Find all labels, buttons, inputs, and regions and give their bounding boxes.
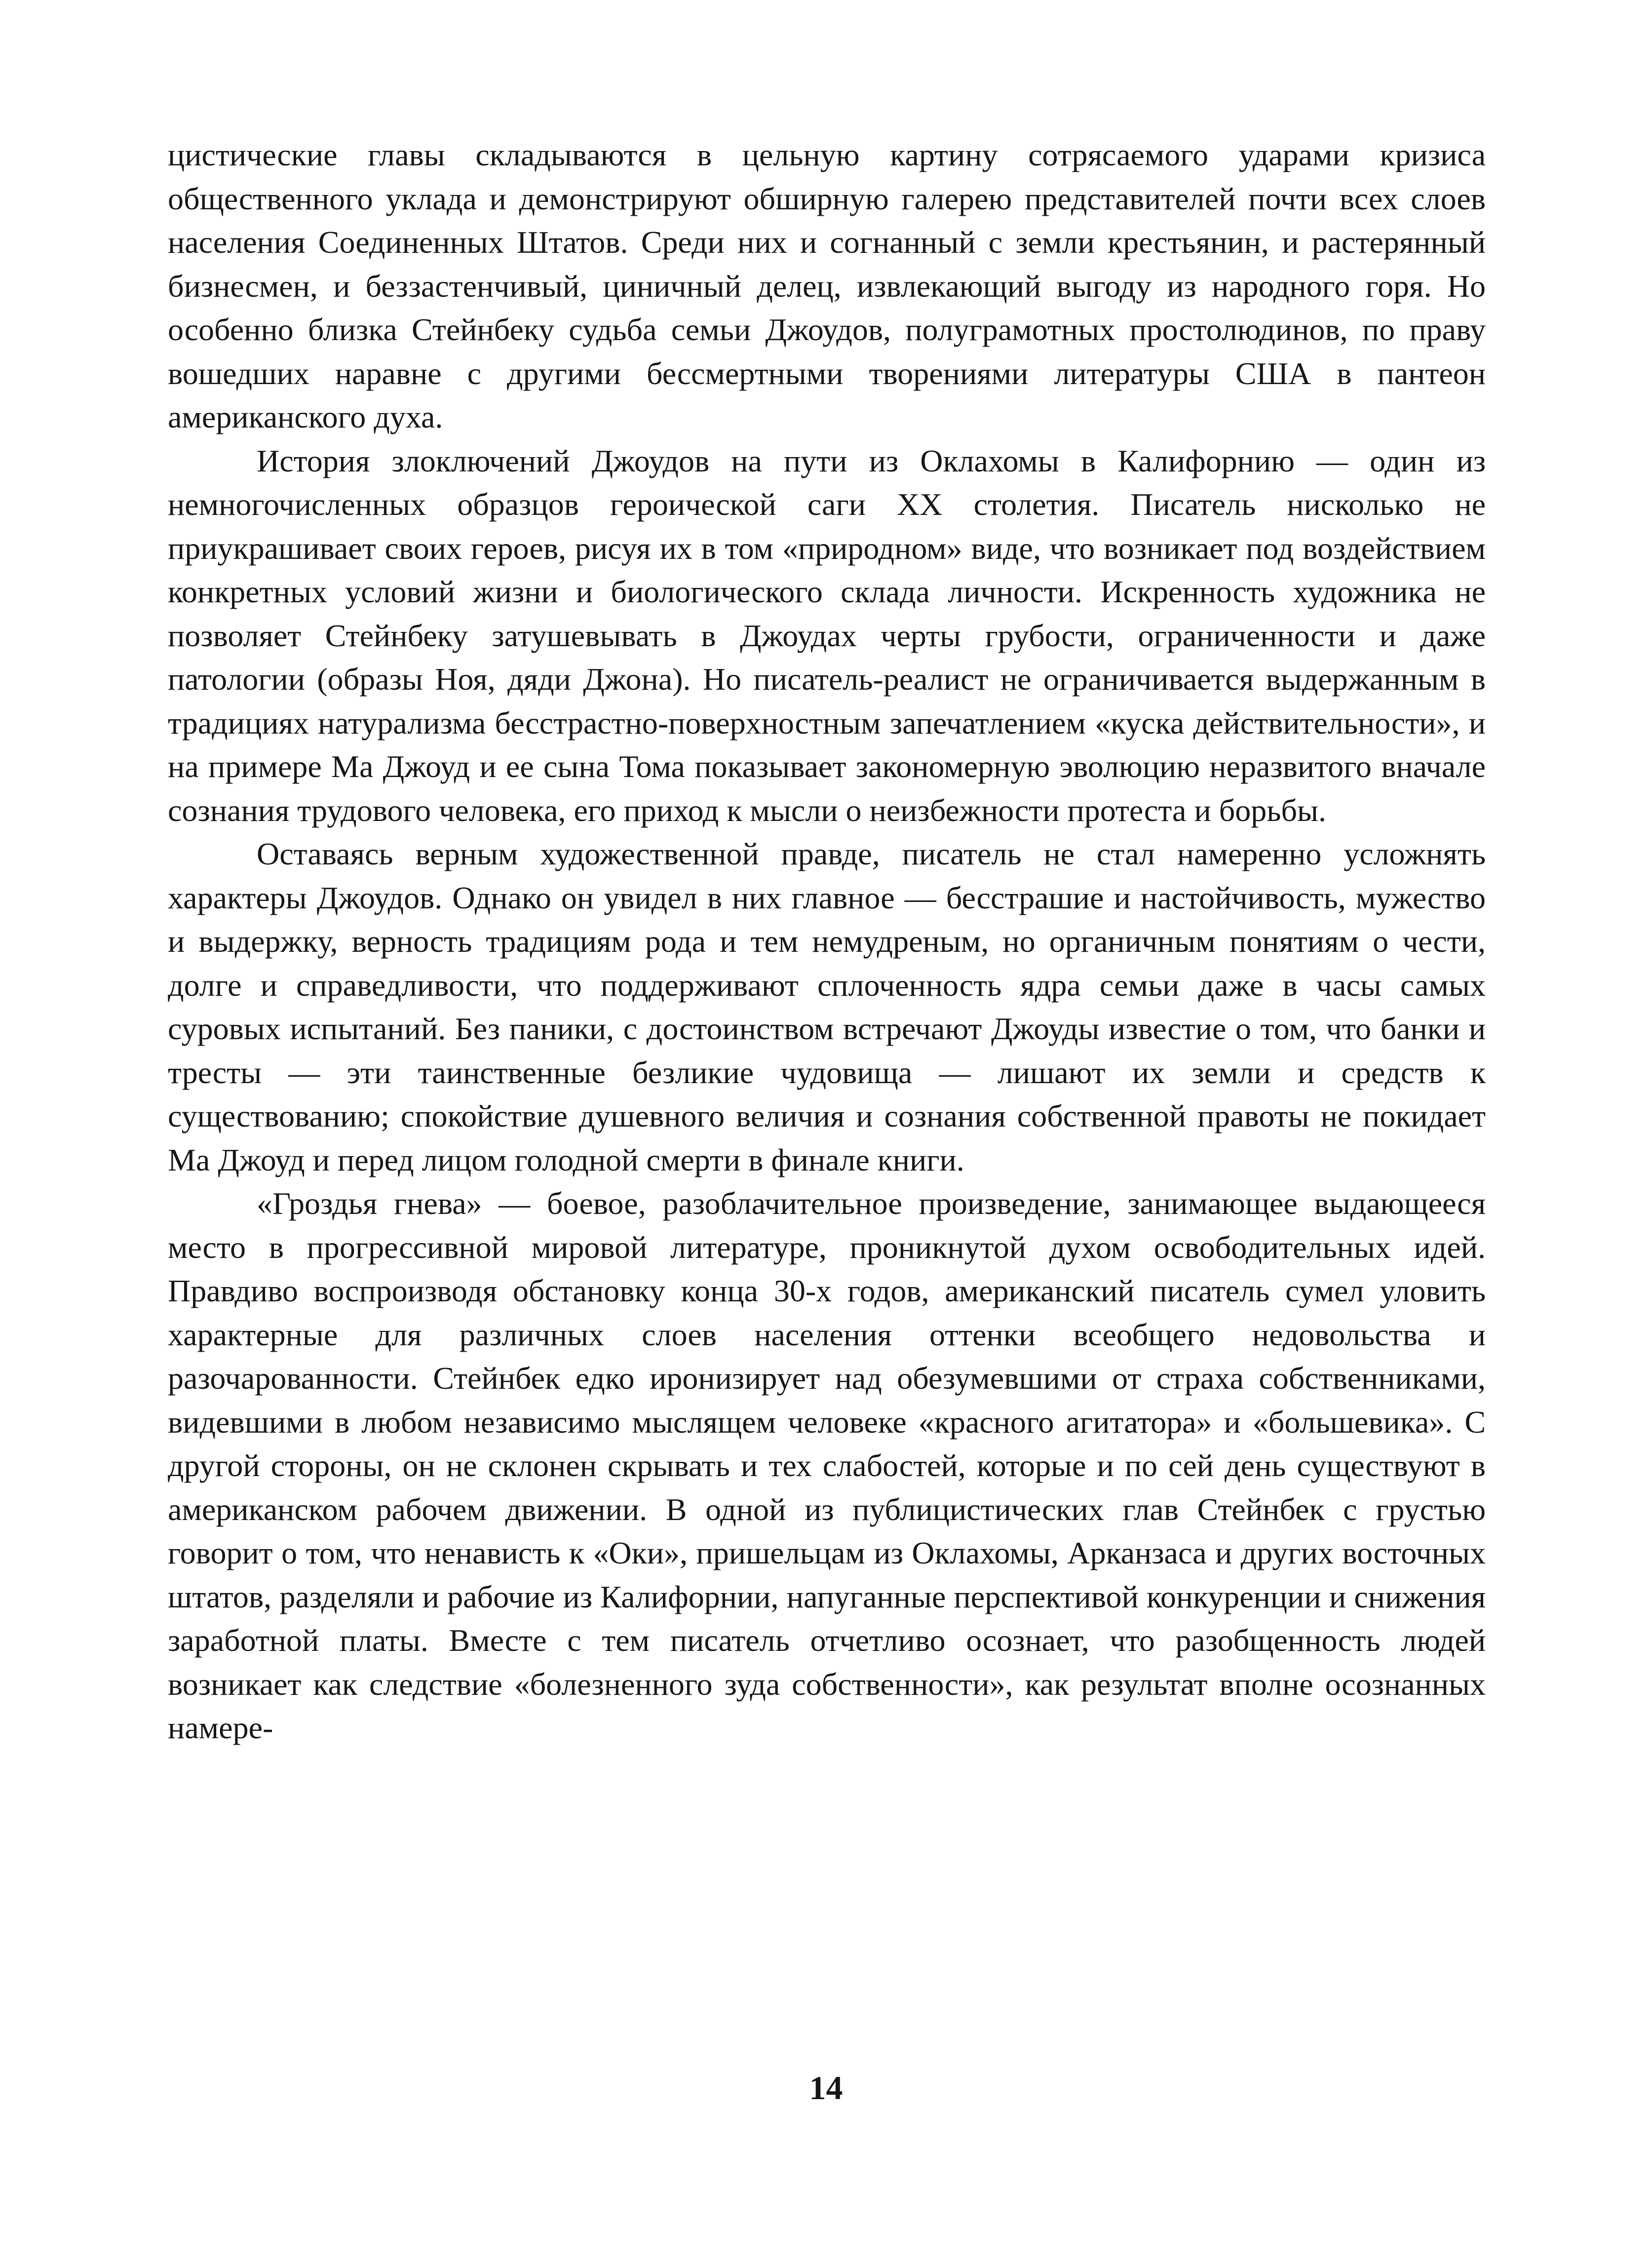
paragraph-2: История злоключений Джоудов на пути из Оклахомы в Калифорнию — один из немногочисленных образцов героической саги XX столетия. Писатель нисколько не приукрашивает своих героев, рисуя их в том «природном» виде, что возникает под воздействием конкретных условий жизни и биологического склада личности. Искренность художника не позволяет Стейнбеку затушевывать в Джоудах черты грубости, ограниченности и даже патологии (образы Ноя, дяди Джона). Но писатель-реалист не ограничивается выдержанным в традициях натурализма бесстрастно-поверхностным запечатлением «куска действительности», и на примере Ма Джоуд и ее сына Тома показывает закономерную эволюцию неразвитого вначале сознания трудового человека, его приход к мысли о неизбежности протеста и борьбы.: [168, 443, 1486, 828]
paragraph-4: «Гроздья гнева» — боевое, разоблачительное произведение, занимающее выдающееся место в прогрессивной мировой литературе, проникнутой духом освободительных идей. Правдиво воспроизводя обстановку конца 30-х годов, американский писатель сумел уловить характерные для различных слоев населения оттенки всеобщего недовольства и разочарованности. Стейнбек едко иронизирует над обезумевшими от страха собственниками, видевшими в любом независимо мыслящем человеке «красного агитатора» и «большевика». С другой стороны, он не склонен скрывать и тех слабостей, которые и по сей день существуют в американском рабочем движении. В одной из публицистических глав Стейнбек с грустью говорит о том, что ненависть к «Оки», пришельцам из Оклахомы, Арканзаса и других восточных штатов, разделяли и рабочие из Калифорнии, напуганные перспективой конкуренции и снижения заработной платы. Вместе с тем писатель отчетливо осознает, что разобщенность людей возникает как следствие «болезненного зуда собственности», как результат вполне осознанных намере-: [168, 1186, 1486, 1745]
paragraph-1: цистические главы складываются в цельную картину сотрясаемого ударами кризиса общественного уклада и демонстрируют обширную галерею представителей почти всех слоев населения Соединенных Штатов. Среди них и согнанный с земли крестьянин, и растерянный бизнесмен, и беззастенчивый, циничный делец, извлекающий выгоду из народного горя. Но особенно близка Стейнбеку судьба семьи Джоудов, полуграмотных простолюдинов, по праву вошедших наравне с другими бессмертными творениями литературы США в пантеон американского духа.: [168, 137, 1486, 434]
page-body: [168, 133, 1486, 2157]
page-number: 14: [809, 2069, 843, 2107]
paragraph-3: Оставаясь верным художественной правде, писатель не стал намеренно усложнять характеры Джоудов. Однако он увидел в них главное — бесстрашие и настойчивость, мужество и выдержку, верность традициям рода и тем немудреным, но органичным понятиям о чести, долге и справедливости, что поддерживают сплоченность ядра семьи даже в часы самых суровых испытаний. Без паники, с достоинством встречают Джоуды известие о том, что банки и тресты — эти таинственные безликие чудовища — лишают их земли и средств к существованию; спокойствие душевного величия и сознания собственной правоты не покидает Ма Джоуд и перед лицом голодной смерти в финале книги.: [168, 836, 1486, 1177]
